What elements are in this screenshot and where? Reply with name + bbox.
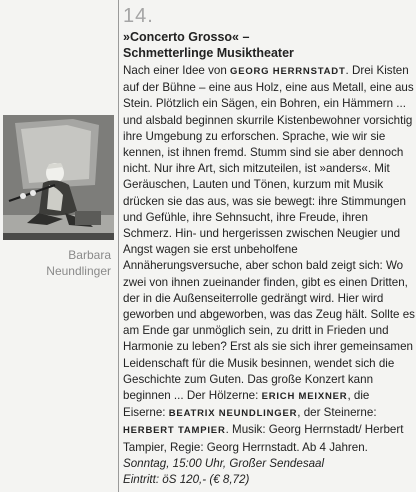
- title-line-2: Schmetterlinge Musiktheater: [123, 46, 294, 60]
- title-line-1: »Concerto Grosso« –: [123, 30, 250, 44]
- event-time: Sonntag, 15:00 Uhr, Großer Sendesaal: [123, 456, 325, 470]
- person-name: BEATRIX NEUNDLINGER: [168, 408, 298, 420]
- article: [123, 4, 415, 488]
- article-body: [123, 63, 415, 488]
- person-name: ERICH MEIXNER: [261, 391, 348, 403]
- person-name: GEORG HERRNSTADT: [230, 66, 346, 77]
- column-divider: [118, 0, 119, 492]
- body-text: , die Eiserne:: [123, 389, 370, 420]
- event-price: Eintritt: öS 120,- (€ 8,72): [123, 473, 250, 487]
- caption-first-name: Barbara: [68, 248, 111, 262]
- photo-caption: [46, 247, 111, 279]
- item-number: 14.: [123, 5, 154, 27]
- person-name: HERBERT TAMPIER: [123, 425, 226, 437]
- caption-last-name: Neundlinger: [46, 264, 111, 278]
- body-text: Nach einer Idee von: [123, 64, 230, 77]
- body-text: . Musik: Georg Herrnstadt/ Herbert Tampier, Regie: Georg Herrnstadt. Ab 4 Jahren.: [123, 423, 404, 454]
- performer-illustration: [3, 115, 114, 240]
- body-text: . Drei Kisten auf der Bühne – eine aus Holz, eine aus Metall, eine aus Stein. Plötzlich ein Sägen, ein Bohren, ein Hämmern ... und alsbald beginnen skurrile Kistenbewohner vorsichtig ihre Umgebung zu erforschen. Sprache, wie wir sie kennen, ist ihnen fremd. Stumm sind sie aber dennoch nicht. Nur ihre Art, sich mitzuteilen, ist »anders«. Mit Geräuschen, Lauten und Tönen, kurzum mit Musik drücken sie das aus, was sie bewegt: ihre Stimmungen und Gefühle, ihre Sehnsucht, ihre Freude, ihren Schmerz. Hin- und hergerissen zwischen Neugier und Angst wagen sie erst unbeholfene Annäherungsversuche, aber schon bald zeigt sich: Wo zwei von ihnen zueinander finden, gibt es einen Dritten, der in die Außenseiterrolle gedrängt wird. Hier wird geworben und abgeworben, was das Zeug hält. Sollte es am Ende gar unmöglich sein, zu dritt in Frieden und Harmonie zu leben? Erst als sie sich ihrer gemeinsamen Leidenschaft für die Musik besinnen, wendet sich die Geschichte zum Guten. Das große Konzert kann beginnen ... Der Hölzerne:: [123, 64, 415, 403]
- article-title: [123, 29, 415, 61]
- performer-photo: [3, 115, 114, 240]
- body-text: , der Steinerne:: [297, 406, 377, 420]
